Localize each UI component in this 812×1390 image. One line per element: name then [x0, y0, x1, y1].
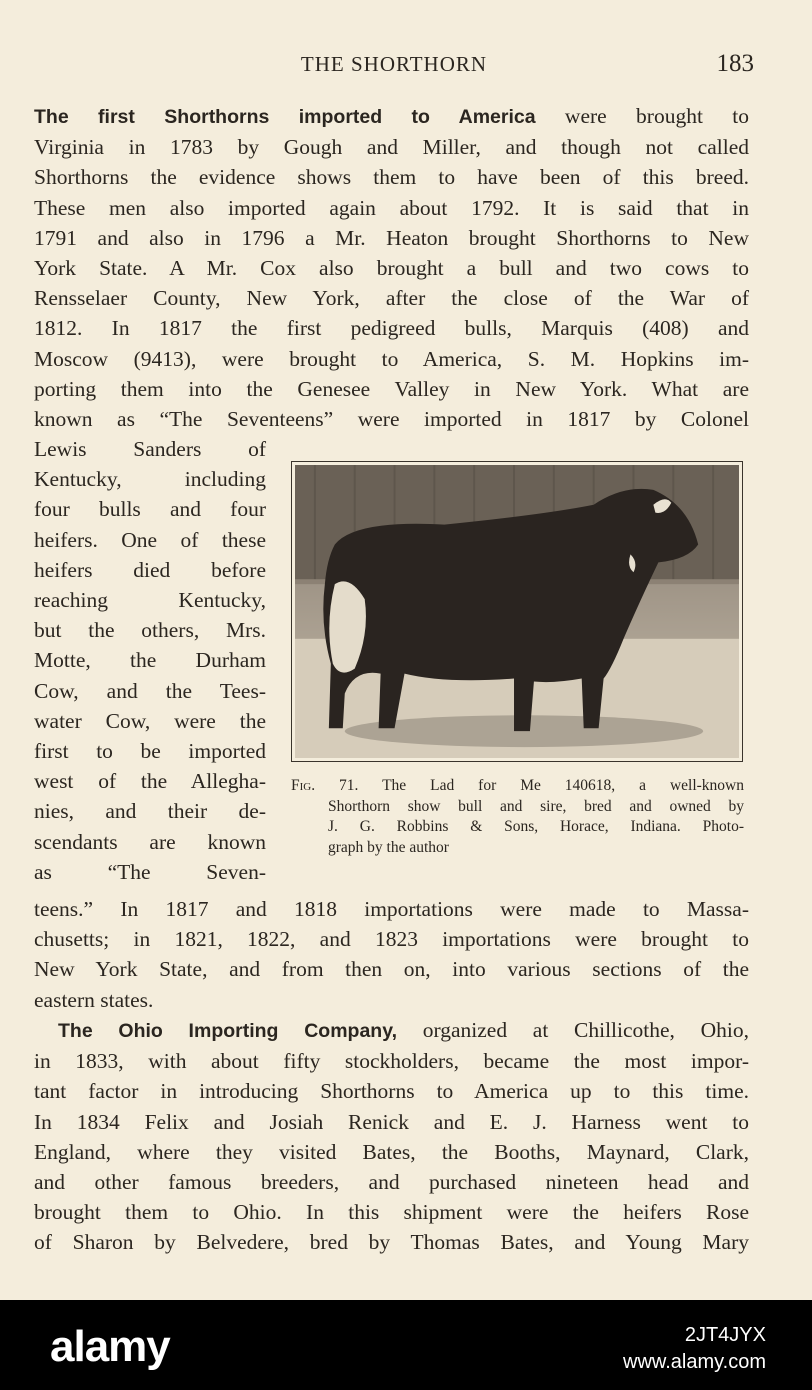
- text-line: Lewis Sanders of: [34, 437, 266, 461]
- text-line: tant factor in introducing Shorthorns to America up to this time.: [34, 1079, 749, 1104]
- caption-line: The Lad for Me 140618, a well-known: [382, 777, 744, 794]
- paragraph-continuation: [34, 894, 749, 1015]
- text-line: in 1833, with about fifty stockholders, became the most impor-: [34, 1049, 749, 1074]
- text-line: scendants are known: [34, 829, 266, 854]
- text-line: New York State, and from then on, into various sections of the: [34, 957, 749, 982]
- caption-line: graph by the author: [328, 838, 449, 856]
- text-line: Motte, the Durham: [34, 648, 266, 673]
- text-line: west of the Allegha-: [34, 769, 266, 794]
- text-line: of Sharon by Belvedere, bred by Thomas Bates, and Young Mary: [34, 1230, 749, 1255]
- text-line: brought them to Ohio. In this shipment were the heifers Rose: [34, 1200, 749, 1225]
- text-line: England, where they visited Bates, the Booths, Maynard, Clark,: [34, 1139, 749, 1164]
- alamy-logo: alamy: [50, 1322, 170, 1371]
- text-line: In 1834 Felix and Josiah Renick and E. J. Harness went to: [34, 1109, 749, 1134]
- text-line: chusetts; in 1821, 1822, and 1823 importations were brought to: [34, 927, 749, 952]
- text-line: Cow, and the Tees-: [34, 678, 266, 703]
- text-line: Shorthorns the evidence shows them to have been of this breed.: [34, 165, 749, 190]
- text-line: Rensselaer County, New York, after the close of the War of: [34, 286, 749, 311]
- figure-label: Fig. 71.: [291, 777, 359, 794]
- text-line: known as “The Seventeens” were imported in 1817 by Colonel: [34, 407, 749, 432]
- bull-illustration: [295, 465, 739, 758]
- text-line: organized at Chillicothe, Ohio,: [397, 1018, 750, 1042]
- paragraph-ohio-importing-company: [34, 1015, 749, 1258]
- text-line: 1812. In 1817 the first pedigreed bulls, Marquis (408) and: [34, 316, 749, 341]
- text-line: eastern states.: [34, 987, 154, 1012]
- text-line: These men also imported again about 1792. It is said that in: [34, 195, 749, 220]
- paragraph-first-shorthorns: [34, 101, 749, 434]
- text-line: 1791 and also in 1796 a Mr. Heaton brought Shorthorns to New: [34, 225, 749, 250]
- text-line: Virginia in 1783 by Gough and Miller, and though not called: [34, 135, 749, 160]
- watermark-url: www.alamy.com: [623, 1351, 766, 1373]
- text-line: as “The Seven-: [34, 859, 266, 884]
- text-line: porting them into the Genesee Valley in New York. What are: [34, 376, 749, 401]
- page-header: [34, 50, 754, 82]
- running-title: THE SHORTHORN: [300, 52, 488, 76]
- text-line: were brought to: [535, 104, 749, 128]
- text-line: four bulls and four: [34, 497, 266, 522]
- text-line: water Cow, were the: [34, 708, 266, 733]
- paragraph-lead-heading: The Ohio Importing Company,: [58, 1020, 398, 1042]
- image-id: 2JT4JYX: [684, 1324, 766, 1346]
- text-line: York State. A Mr. Cox also brought a bull and two cows to: [34, 256, 749, 281]
- text-line: teens.” In 1817 and 1818 importations were made to Massa-: [34, 897, 749, 921]
- caption-line: Shorthorn show bull and sire, bred and owned by: [328, 797, 744, 815]
- paragraph-lead-heading: The first Shorthorns imported to America: [34, 106, 536, 128]
- text-line: Moscow (9413), were brought to America, S. M. Hopkins im-: [34, 346, 749, 371]
- text-line: and other famous breeders, and purchased nineteen head and: [34, 1170, 749, 1195]
- text-line: heifers died before: [34, 557, 266, 582]
- text-line: nies, and their de-: [34, 799, 266, 824]
- text-line: first to be imported: [34, 739, 266, 764]
- figure-photograph: [291, 461, 743, 762]
- figure-caption: [291, 776, 744, 858]
- text-line: but the others, Mrs.: [34, 618, 266, 643]
- wrapped-text-column: [34, 434, 266, 887]
- caption-line: J. G. Robbins & Sons, Horace, Indiana. Photo-: [328, 818, 744, 835]
- bull-photo: [295, 465, 739, 758]
- text-line: reaching Kentucky,: [34, 588, 266, 613]
- text-line: Kentucky, including: [34, 467, 266, 492]
- page-number: 183: [716, 50, 754, 77]
- text-line: heifers. One of these: [34, 527, 266, 552]
